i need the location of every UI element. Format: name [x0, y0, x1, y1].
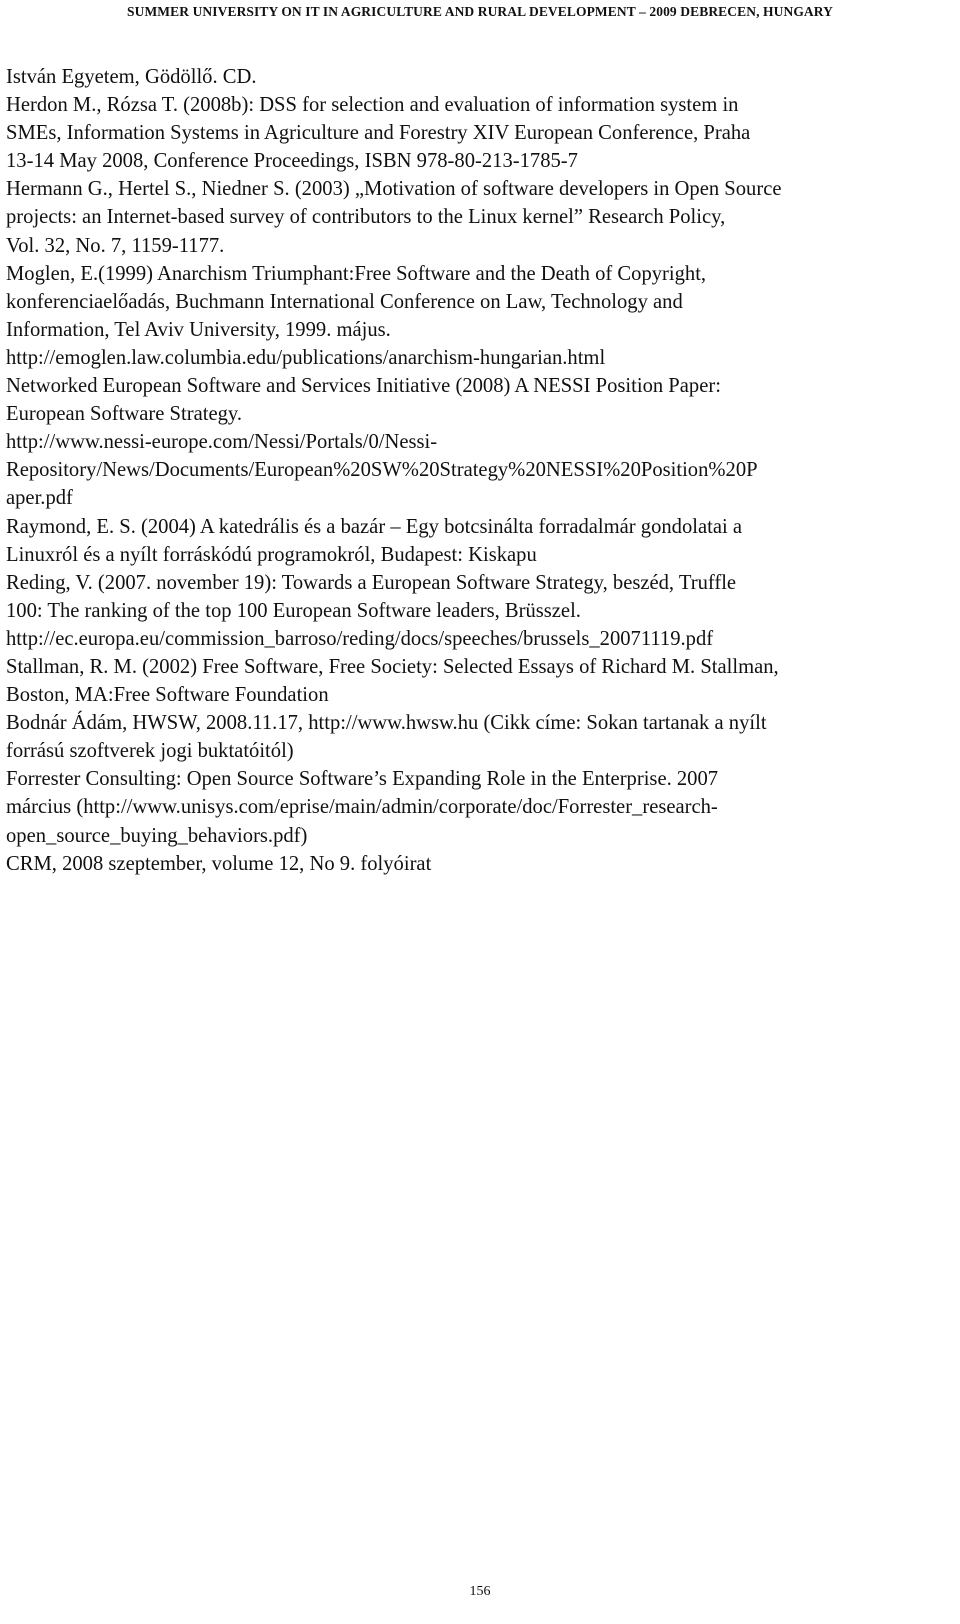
reference-line: CRM, 2008 szeptember, volume 12, No 9. folyóirat [6, 852, 432, 875]
reference-moglen-url [6, 344, 956, 372]
reference-moglen [6, 260, 956, 344]
reference-line: március (http://www.unisys.com/eprise/main/admin/corporate/doc/Forrester_research- [6, 796, 718, 819]
reference-line: open_source_buying_behaviors.pdf) [6, 824, 308, 847]
reference-bodnar [6, 709, 956, 765]
reference-url: http://ec.europa.eu/commission_barroso/reding/docs/speeches/brussels_20071119.pdf [6, 627, 714, 650]
reference-line: projects: an Internet-based survey of contributors to the Linux kernel” Research Policy, [6, 206, 726, 229]
reference-line: Raymond, E. S. (2004) A katedrális és a bazár – Egy botcsinálta forradalmár gondolatai a [6, 515, 743, 538]
reference-line: forrású szoftverek jogi buktatóitól) [6, 740, 294, 763]
reference-herdon-rozsa [6, 91, 956, 175]
reference-forrester [6, 765, 956, 849]
reference-line: 100: The ranking of the top 100 European Software leaders, Brüsszel. [6, 599, 581, 622]
reference-line: SMEs, Information Systems in Agriculture and Forestry XIV European Conference, Praha [6, 122, 751, 145]
reference-url: aper.pdf [6, 487, 73, 510]
reference-line: European Software Strategy. [6, 403, 242, 426]
reference-url: http://www.nessi-europe.com/Nessi/Portals/0/Nessi- [6, 431, 438, 454]
reference-crm [6, 850, 956, 878]
reference-reding-url [6, 625, 956, 653]
reference-line: Herdon M., Rózsa T. (2008b): DSS for selection and evaluation of information system in [6, 94, 739, 117]
reference-stallman [6, 653, 956, 709]
reference-url: http://emoglen.law.columbia.edu/publications/anarchism-hungarian.html [6, 346, 606, 369]
reference-reding [6, 569, 956, 625]
reference-line: 13-14 May 2008, Conference Proceedings, ISBN 978-80-213-1785-7 [6, 150, 578, 173]
reference-line: Stallman, R. M. (2002) Free Software, Free Society: Selected Essays of Richard M. Stallman, [6, 655, 779, 678]
reference-url: Repository/News/Documents/European%20SW%20Strategy%20NESSI%20Position%20P [6, 459, 758, 482]
reference-line: Forrester Consulting: Open Source Software’s Expanding Role in the Enterprise. 2007 [6, 768, 719, 791]
reference-hermann-hertel-niedner [6, 175, 956, 259]
reference-line: Bodnár Ádám, HWSW, 2008.11.17, http://www.hwsw.hu (Cikk címe: Sokan tartanak a nyílt [6, 712, 767, 735]
reference-line: Moglen, E.(1999) Anarchism Triumphant:Free Software and the Death of Copyright, [6, 262, 707, 285]
reference-line: Hermann G., Hertel S., Niedner S. (2003) „Motivation of software developers in Open Source [6, 178, 782, 201]
page-number: 156 [469, 1584, 491, 1599]
reference-line: Vol. 32, No. 7, 1159-1177. [6, 234, 225, 257]
reference-nessi [6, 372, 956, 428]
reference-line: Linuxról és a nyílt forráskódú programokról, Budapest: Kiskapu [6, 543, 537, 566]
running-header: SUMMER UNIVERSITY ON IT IN AGRICULTURE AND RURAL DEVELOPMENT – 2009 DEBRECEN, HUNGARY [127, 4, 833, 19]
reference-line: konferenciaelőadás, Buchmann International Conference on Law, Technology and [6, 290, 683, 313]
reference-line: Networked European Software and Services Initiative (2008) A NESSI Position Paper: [6, 375, 721, 398]
reference-line: István Egyetem, Gödöllő. CD. [6, 66, 257, 88]
reference-szie-cd [6, 63, 956, 91]
reference-line: Boston, MA:Free Software Foundation [6, 684, 329, 707]
reference-nessi-url [6, 428, 956, 512]
reference-line: Information, Tel Aviv University, 1999. május. [6, 318, 391, 341]
reference-list [6, 63, 956, 878]
reference-line: Reding, V. (2007. november 19): Towards a European Software Strategy, beszéd, Truffle [6, 571, 737, 594]
reference-raymond [6, 513, 956, 569]
